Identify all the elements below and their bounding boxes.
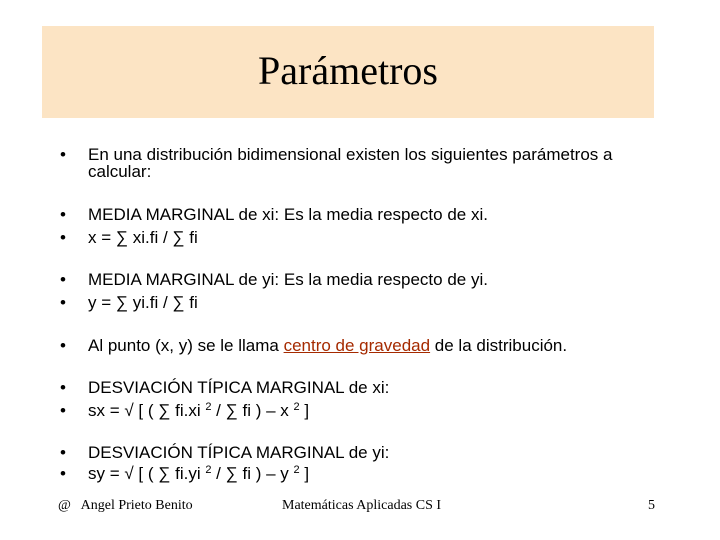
mean-y-definition: MEDIA MARGINAL de yi: Es la media respecto de yi.	[88, 270, 488, 289]
slide-title: Parámetros	[258, 48, 438, 93]
std-y-formula	[88, 465, 309, 482]
exponent: 2	[205, 401, 212, 413]
std-y-definition: DESVIACIÓN TÍPICA MARGINAL de yi:	[88, 443, 390, 462]
page-number: 5	[648, 498, 655, 513]
std-x-formula-part: ]	[299, 401, 310, 420]
mean-x-definition: MEDIA MARGINAL de xi: Es la media respecto de xi.	[88, 205, 488, 224]
footer-course: Matemáticas Aplicadas CS I	[282, 498, 442, 513]
std-y-formula-part: / ∑ fi ) – y	[211, 464, 294, 483]
std-x-definition: DESVIACIÓN TÍPICA MARGINAL de xi:	[88, 378, 390, 397]
bullet-marker: •	[60, 336, 66, 355]
mean-x-formula: x = ∑ xi.fi / ∑ fi	[88, 228, 198, 247]
bullet-marker: •	[60, 228, 66, 247]
centroid-sentence	[88, 337, 567, 354]
exponent: 2	[293, 464, 300, 476]
mean-y-formula: y = ∑ yi.fi / ∑ fi	[88, 293, 198, 312]
bullet-marker: •	[60, 293, 66, 312]
bullet-marker: •	[60, 145, 66, 164]
bullet-marker: •	[60, 464, 66, 483]
bullet-marker: •	[60, 205, 66, 224]
bullet-marker: •	[60, 401, 66, 420]
centroid-text-pre: Al punto (x, y) se le llama	[88, 336, 284, 355]
std-x-formula	[88, 402, 309, 419]
std-y-formula-part: ]	[299, 464, 310, 483]
intro-text-line1: En una distribución bidimensional existen los siguientes parámetros a	[88, 145, 613, 164]
bullet-marker: •	[60, 443, 66, 462]
centroid-text-post: de la distribución.	[430, 336, 568, 355]
std-y-formula-part: sy = √ [ ( ∑ fi.yi	[88, 464, 206, 483]
bullet-marker: •	[60, 270, 66, 289]
std-x-formula-part: / ∑ fi ) – x	[211, 401, 294, 420]
exponent: 2	[293, 401, 300, 413]
intro-text-line2: calcular:	[88, 162, 152, 181]
footer-author: @ Angel Prieto Benito	[58, 498, 193, 513]
bullet-marker: •	[60, 378, 66, 397]
title-banner	[42, 26, 654, 118]
centro-de-gravedad-link[interactable]: centro de gravedad	[283, 336, 431, 355]
std-x-formula-part: sx = √ [ ( ∑ fi.xi	[88, 401, 206, 420]
exponent: 2	[205, 464, 212, 476]
